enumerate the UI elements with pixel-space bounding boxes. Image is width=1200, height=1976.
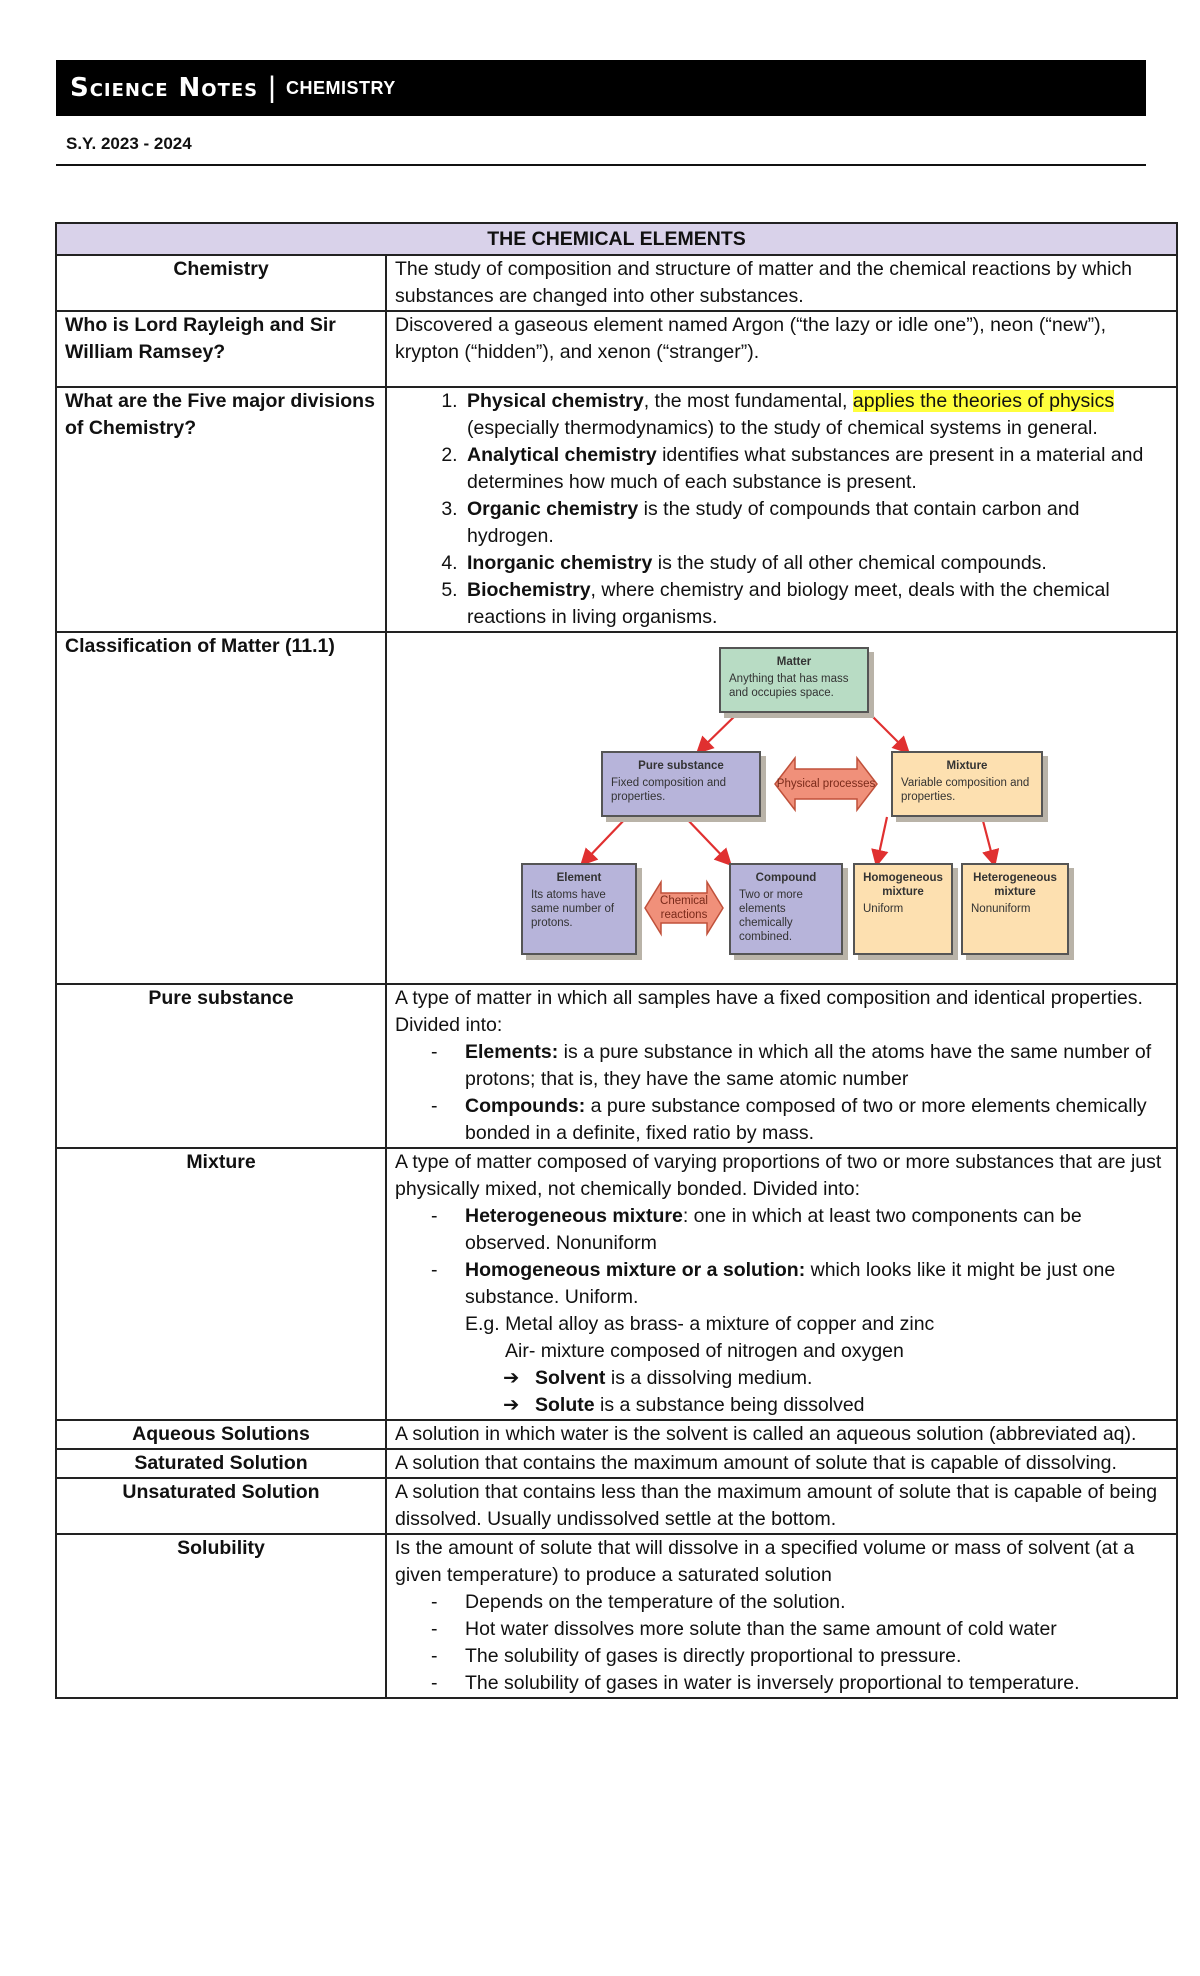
row-content (386, 387, 1177, 632)
table-row (56, 1449, 1177, 1478)
definition: is a substance being dissolved (594, 1394, 865, 1416)
box-title: Matter (776, 656, 812, 668)
compound-box (729, 863, 843, 955)
definition: which looks like it might be just one substance. Uniform. (465, 1259, 1116, 1308)
classification-diagram (487, 643, 1107, 983)
row-label: Chemistry (56, 255, 386, 311)
notes-title: Science Notes (70, 73, 259, 103)
highlighted-text: applies the theories of physics (852, 390, 1115, 412)
list-item: - The solubility of gases in water is inversely proportional to temperature. (417, 1670, 1168, 1697)
table-heading: THE CHEMICAL ELEMENTS (56, 223, 1177, 255)
title-separator: | (268, 71, 276, 104)
solubility-list (395, 1589, 1168, 1697)
row-content: The study of composition and structure of matter and the chemical reactions by which substances are changed into other substances. (386, 255, 1177, 311)
box-title: Mixture (946, 760, 988, 772)
row-content (386, 1148, 1177, 1420)
division-text: is the study of all other chemical compounds. (652, 552, 1047, 574)
heterogeneous-box (961, 863, 1069, 955)
table-row (56, 1478, 1177, 1534)
row-intro: Is the amount of solute that will dissolve in a specified volume or mass of solvent (at a given temperature) to produce a saturated solution (395, 1537, 1135, 1586)
list-item (463, 577, 1168, 631)
list-item (395, 1392, 1168, 1419)
definition: is a pure substance in which all the atoms have the same number of protons; that is, they have the same atomic number (465, 1041, 1152, 1090)
table-heading-row (56, 223, 1177, 255)
term: Heterogeneous mixture (465, 1205, 683, 1227)
row-content (386, 984, 1177, 1148)
row-content: A solution that contains the maximum amount of solute that is capable of dissolving. (386, 1449, 1177, 1478)
list-item (417, 1257, 1168, 1311)
definition: : one in which at least two components can be observed. Nonuniform (465, 1205, 1082, 1254)
division-text: (especially thermodynamics) to the study of chemical systems in general. (467, 417, 1098, 439)
row-content: A solution in which water is the solvent is called an aqueous solution (abbreviated aq). (386, 1420, 1177, 1449)
box-title: Homogeneous mixture (863, 872, 943, 898)
list-item (417, 1039, 1168, 1093)
box-body: Two or more elements chemically combined. (739, 889, 803, 943)
row-content: Discovered a gaseous element named Argon (“the lazy or idle one”), neon (“new”), krypton (“hidden”), and xenon (“stranger”). (386, 311, 1177, 387)
box-title: Element (556, 872, 602, 884)
table-row (56, 1534, 1177, 1698)
list-item (463, 496, 1168, 550)
element-box (521, 863, 637, 955)
division-name: Inorganic chemistry (467, 552, 653, 574)
row-intro: A type of matter composed of varying proportions of two or more substances that are just physically mixed, not chemically bonded. Divided into: (395, 1151, 1162, 1200)
list-item: - Depends on the temperature of the solution. (417, 1589, 1168, 1616)
list-item (395, 1365, 1168, 1392)
term: Compounds: (465, 1095, 586, 1117)
term: Solute (535, 1394, 595, 1416)
row-label: Unsaturated Solution (56, 1478, 386, 1534)
chemical-reactions-arrow (643, 879, 725, 937)
definition: a pure substance composed of two or more elements chemically bonded in a definite, fixed ratio by mass. (465, 1095, 1147, 1144)
division-text: identifies what substances are present in a material and determines how much of each substance is present. (467, 444, 1144, 493)
row-content (386, 632, 1177, 984)
list-item (417, 1093, 1168, 1147)
table-row (56, 387, 1177, 632)
process-label: Chemical reactions (660, 895, 708, 921)
box-title: Compound (755, 872, 817, 884)
list-item (417, 1203, 1168, 1257)
division-name: Organic chemistry (467, 498, 639, 520)
list-item (463, 550, 1168, 577)
notes-table (55, 222, 1178, 1699)
table-row (56, 984, 1177, 1148)
box-body: Fixed composition and properties. (611, 777, 727, 803)
mixture-list (395, 1203, 1168, 1311)
pure-substance-box (601, 751, 761, 817)
box-body: Variable composition and properties. (901, 777, 1030, 803)
definition: is a dissolving medium. (605, 1367, 813, 1389)
row-label: Classification of Matter (11.1) (56, 632, 386, 984)
table-row (56, 1148, 1177, 1420)
title-banner (56, 60, 1146, 116)
list-item: - Hot water dissolves more solute than the same amount of cold water (417, 1616, 1168, 1643)
pure-substance-list (395, 1039, 1168, 1147)
division-name: Physical chemistry (467, 390, 644, 412)
mixture-box (891, 751, 1043, 817)
header-divider (56, 164, 1146, 166)
box-body: Anything that has mass and occupies space. (729, 673, 849, 699)
box-title: Heterogeneous mixture (973, 872, 1057, 898)
term: Solvent (535, 1367, 606, 1389)
division-text: , the most fundamental, (643, 390, 853, 412)
subject-label: CHEMISTRY (285, 77, 396, 98)
arrow-icon: ➔ (503, 1367, 520, 1389)
term: Elements: (465, 1041, 559, 1063)
homogeneous-box (853, 863, 953, 955)
row-label: Aqueous Solutions (56, 1420, 386, 1449)
row-content (386, 1534, 1177, 1698)
row-label: What are the Five major divisions of Chemistry? (56, 387, 386, 632)
row-label: Saturated Solution (56, 1449, 386, 1478)
term: Homogeneous mixture or a solution: (465, 1259, 806, 1281)
box-title: Pure substance (638, 760, 724, 772)
table-row (56, 255, 1177, 311)
row-label: Pure substance (56, 984, 386, 1148)
divisions-list (395, 388, 1168, 631)
list-item (463, 442, 1168, 496)
example-air: Air- mixture composed of nitrogen and oxygen (505, 1340, 904, 1362)
list-item: - The solubility of gases is directly proportional to pressure. (417, 1643, 1168, 1670)
row-label: Who is Lord Rayleigh and Sir William Ramsey? (56, 311, 386, 387)
arrow-icon: ➔ (503, 1394, 520, 1416)
table-row (56, 311, 1177, 387)
process-label: Physical processes (776, 778, 876, 790)
table-row (56, 632, 1177, 984)
list-item (463, 388, 1168, 442)
division-name: Analytical chemistry (467, 444, 657, 466)
box-body: Nonuniform (971, 903, 1031, 915)
row-label: Solubility (56, 1534, 386, 1698)
matter-box (719, 647, 869, 713)
row-label: Mixture (56, 1148, 386, 1420)
division-text: is the study of compounds that contain carbon and hydrogen. (467, 498, 1080, 547)
division-text: , where chemistry and biology meet, deals with the chemical reactions in living organisms. (467, 579, 1110, 628)
box-body: Its atoms have same number of protons. (531, 889, 615, 929)
table-row (56, 1420, 1177, 1449)
row-intro: A type of matter in which all samples have a fixed composition and identical properties. Divided into: (395, 987, 1143, 1036)
division-name: Biochemistry (467, 579, 591, 601)
row-content: A solution that contains less than the maximum amount of solute that is capable of being dissolved. Usually undissolved settle at the bottom. (386, 1478, 1177, 1534)
school-year: S.Y. 2023 - 2024 (66, 134, 192, 153)
physical-processes-arrow (773, 755, 879, 813)
box-body: Uniform (863, 903, 904, 915)
example-brass: E.g. Metal alloy as brass- a mixture of copper and zinc (465, 1313, 935, 1335)
